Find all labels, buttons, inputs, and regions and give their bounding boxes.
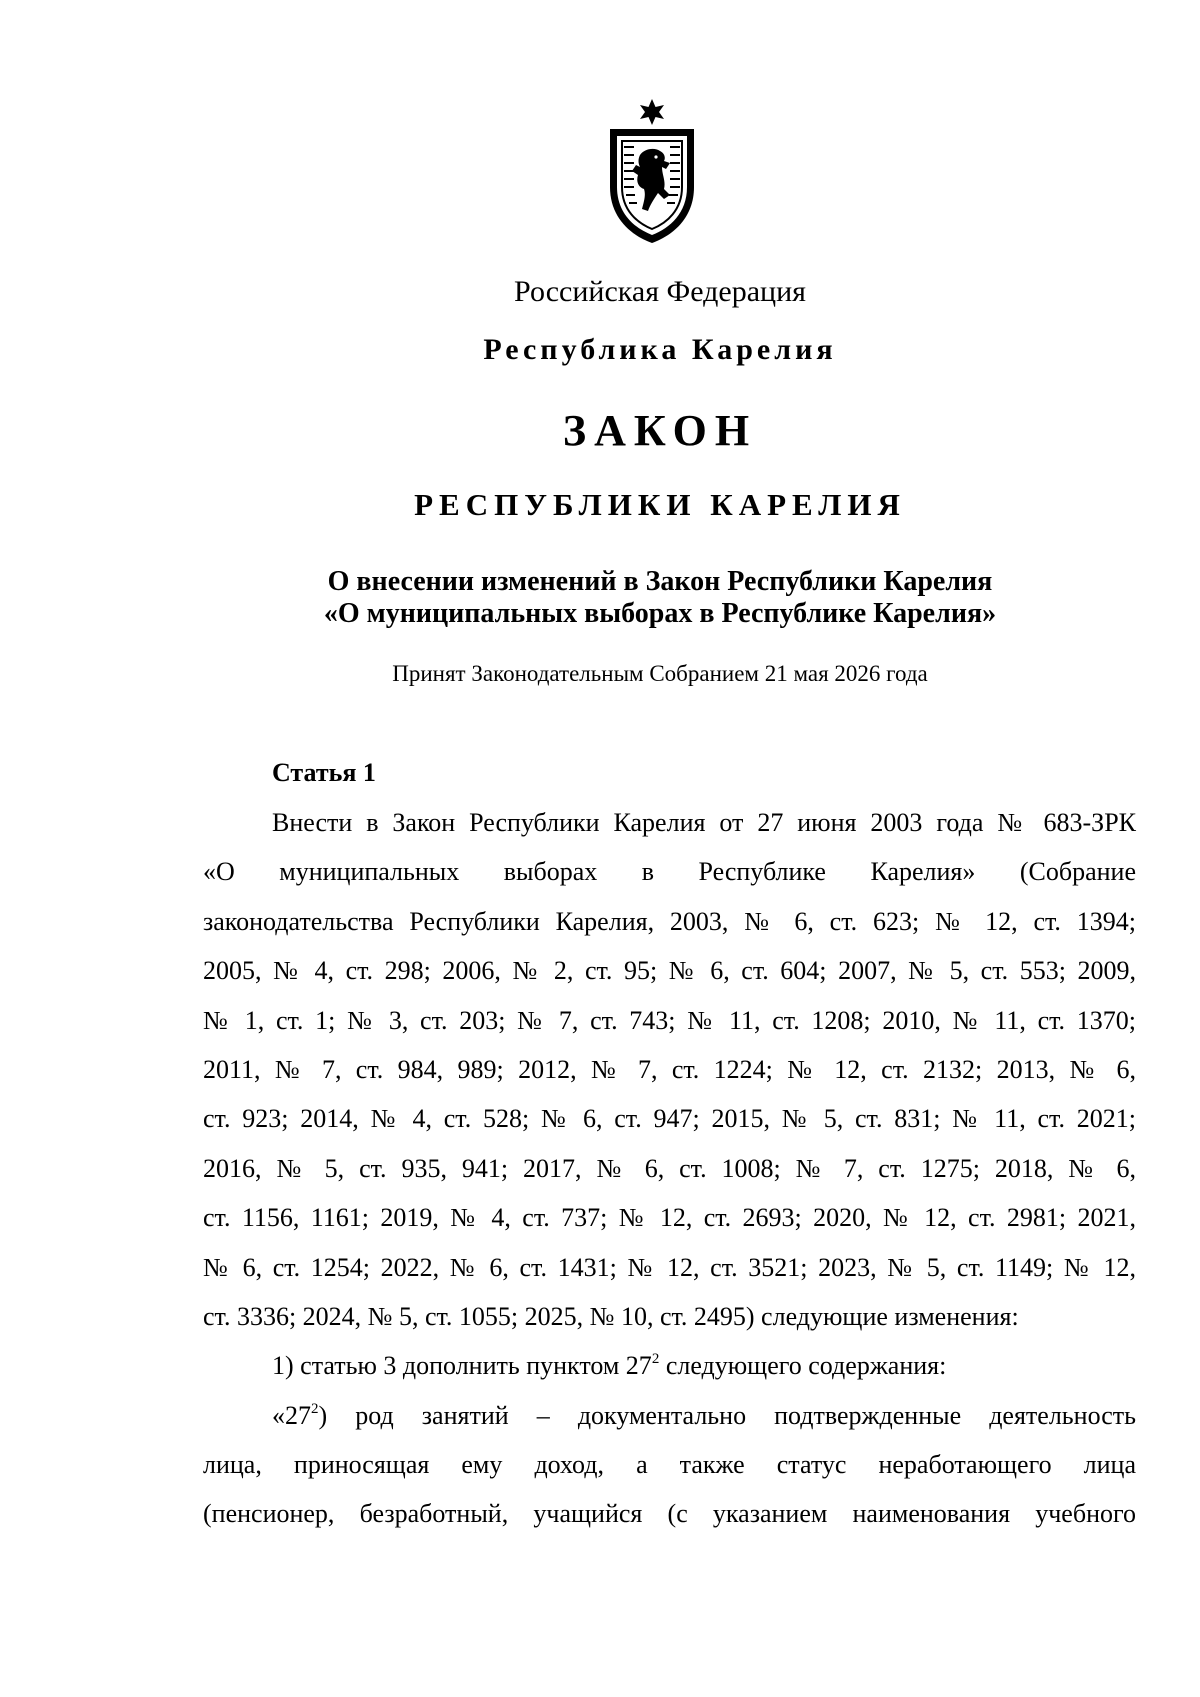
document-title-line: «О муниципальных выборах в Республике Карелия» [323, 598, 997, 629]
quoted-item-text: «27 [272, 1400, 311, 1430]
text-line: ст. 923; 2014, № 4, ст. 528; № 6, ст. 947; 2015, № 5, ст. 831; № 11, ст. 2021; [203, 1104, 1136, 1134]
text-line: 2011, № 7, ст. 984, 989; 2012, № 7, ст. 1224; № 12, ст. 2132; 2013, № 6, [203, 1054, 1136, 1084]
law-subtitle: РЕСПУБЛИКИ КАРЕЛИЯ [414, 487, 906, 522]
federation-header: Российская Федерация [514, 275, 806, 308]
text-line: ст. 3336; 2024, № 5, ст. 1055; 2025, № 10, ст. 2495) следующие изменения: [203, 1301, 1019, 1331]
quoted-item-text: ) род занятий – документально подтвержденные деятельность [318, 1400, 1136, 1430]
text-line: 2005, № 4, ст. 298; 2006, № 2, ст. 95; № 6, ст. 604; 2007, № 5, ст. 553; 2009, [203, 956, 1136, 986]
text-line: Внести в Закон Республики Карелия от 27 июня 2003 года № 683-ЗРК [272, 808, 1136, 837]
adoption-note: Принят Законодательным Собранием 21 мая 2026 года [392, 661, 928, 686]
republic-header: Республика Карелия [483, 333, 837, 366]
amendment-item [203, 1341, 1136, 1390]
text-line: № 1, ст. 1; № 3, ст. 203; № 7, ст. 743; № 11, ст. 1208; 2010, № 11, ст. 1370; [203, 1005, 1136, 1035]
text-line: ст. 1156, 1161; 2019, № 4, ст. 737; № 12, ст. 2693; 2020, № 12, ст. 2981; 2021, [203, 1203, 1136, 1233]
text-line: «О муниципальных выборах в Республике Карелия» (Собрание [203, 857, 1136, 887]
amendment-item-text: следующего содержания: [659, 1351, 947, 1381]
document-title [0, 566, 1200, 630]
coat-of-arms-icon [604, 95, 700, 245]
text-line: законодательства Республики Карелия, 2003, № 6, ст. 623; № 12, ст. 1394; [203, 906, 1136, 936]
quoted-item [203, 1391, 1136, 1440]
text-line: 2016, № 5, ст. 935, 941; 2017, № 6, ст. 1008; № 7, ст. 1275; 2018, № 6, [203, 1153, 1136, 1183]
article-body [203, 798, 1136, 1539]
document-title-line: О внесении изменений в Закон Республики Карелия [327, 566, 993, 597]
text-line: (пенсионер, безработный, учащийся (с указанием наименования учебного [203, 1499, 1136, 1529]
article-heading: Статья 1 [272, 758, 376, 787]
text-line: лица, приносящая ему доход, а также статус неработающего лица [203, 1450, 1136, 1480]
superscript: 2 [311, 1400, 319, 1417]
text-line: № 6, ст. 1254; 2022, № 6, ст. 1431; № 12, ст. 3521; 2023, № 5, ст. 1149; № 12, [203, 1252, 1136, 1282]
law-title: ЗАКОН [562, 406, 758, 455]
superscript: 2 [651, 1351, 660, 1368]
amendment-item-text: 1) статью 3 дополнить пунктом 27 [272, 1351, 652, 1381]
